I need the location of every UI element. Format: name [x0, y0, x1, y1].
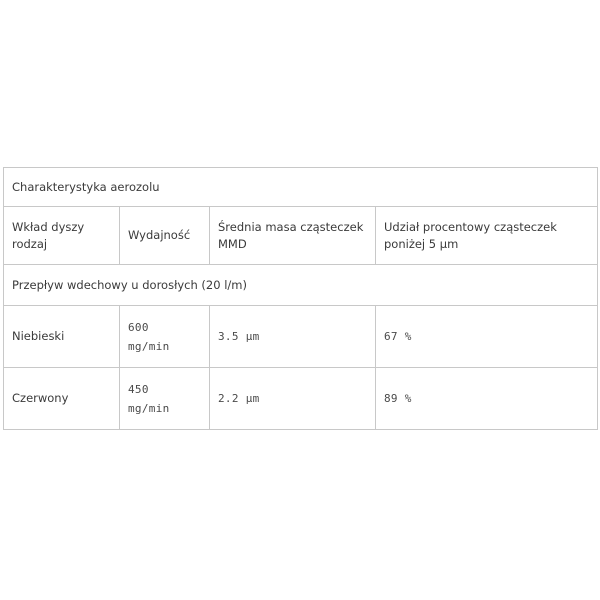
percent-cell	[376, 306, 598, 368]
aerosol-characteristics-table	[3, 167, 598, 430]
table-title-row	[4, 168, 598, 207]
mmd-cell	[210, 306, 376, 368]
output-unit: mg/min	[128, 401, 170, 415]
mmd-value: 2.2 µm	[218, 392, 260, 405]
nozzle-name: Czerwony	[12, 391, 69, 405]
header-output-text: Wydajność	[128, 228, 191, 242]
flow-label: Przepływ wdechowy u dorosłych (20 l/m)	[12, 277, 247, 292]
percent-value: 89 %	[384, 392, 412, 405]
header-mmd-line2: MMD	[218, 236, 247, 251]
output-cell	[120, 368, 210, 430]
table-row	[4, 368, 598, 430]
flow-label-cell	[4, 265, 598, 306]
header-mmd	[210, 207, 376, 265]
header-nozzle-type	[4, 207, 120, 265]
header-output	[120, 207, 210, 265]
output-unit: mg/min	[128, 339, 170, 353]
header-nozzle-line1: Wkład dyszy	[12, 219, 85, 234]
output-value: 450	[128, 382, 149, 396]
nozzle-cell	[4, 368, 120, 430]
output-cell	[120, 306, 210, 368]
header-percent	[376, 207, 598, 265]
table-header-row	[4, 207, 598, 265]
percent-value: 67 %	[384, 330, 412, 343]
table-title-text: Charakterystyka aerozolu	[12, 179, 160, 194]
header-percent-line1: Udział procentowy cząsteczek	[384, 219, 557, 234]
output-value: 600	[128, 320, 149, 334]
mmd-value: 3.5 µm	[218, 330, 260, 343]
header-percent-line2: poniżej 5 µm	[384, 236, 459, 251]
header-mmd-line1: Średnia masa cząsteczek	[218, 219, 364, 234]
table-row	[4, 306, 598, 368]
header-nozzle-line2: rodzaj	[12, 236, 48, 251]
percent-cell	[376, 368, 598, 430]
nozzle-name: Niebieski	[12, 329, 65, 343]
mmd-cell	[210, 368, 376, 430]
nozzle-cell	[4, 306, 120, 368]
table-title	[4, 168, 598, 207]
flow-row	[4, 265, 598, 306]
